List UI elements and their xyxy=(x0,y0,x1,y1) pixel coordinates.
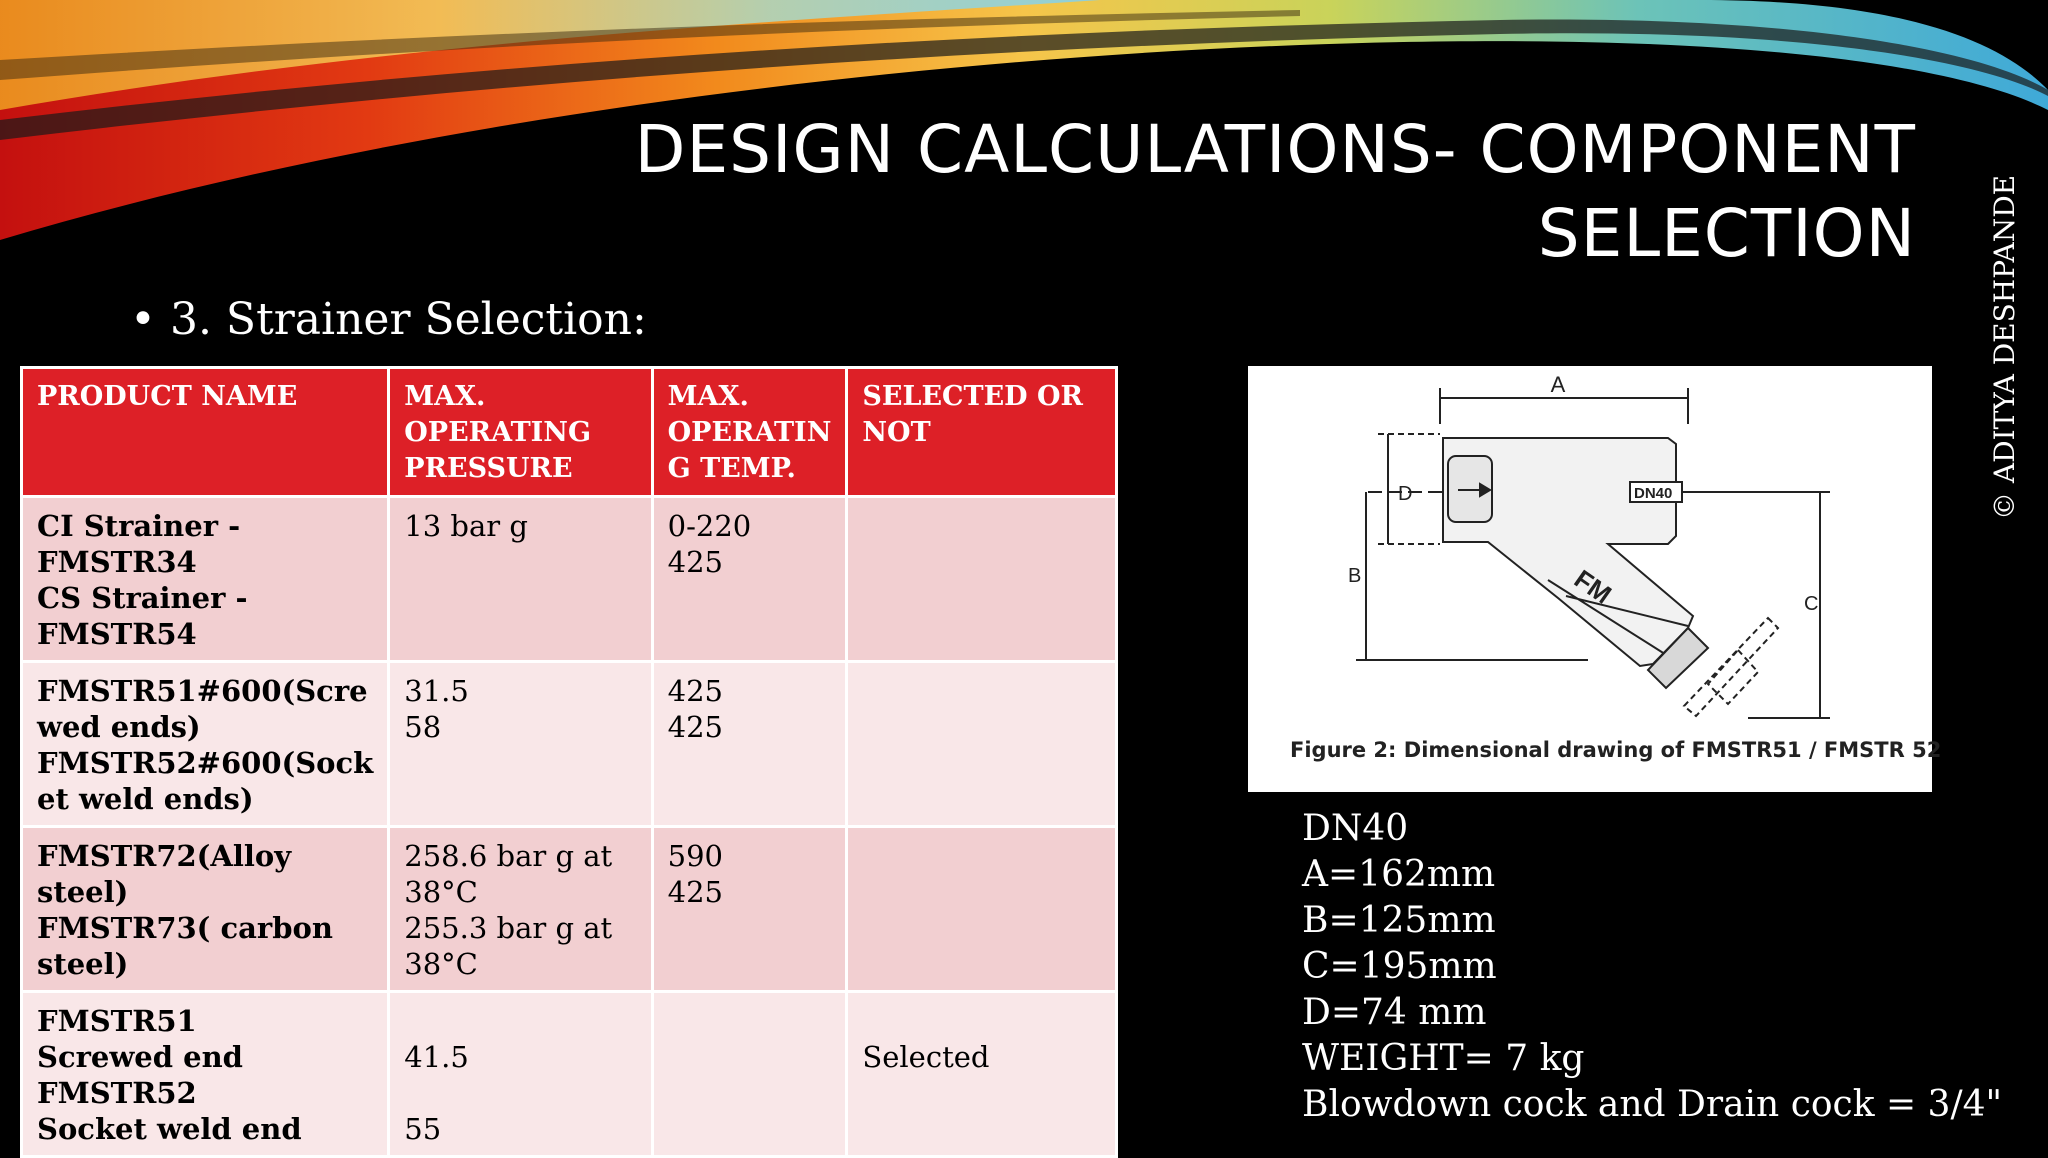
cell-pressure xyxy=(389,827,652,992)
dimension-item: Blowdown cock and Drain cock = 3/4" xyxy=(1302,1084,2003,1125)
label-d: D xyxy=(1398,483,1413,505)
slide-title-line: SELECTION xyxy=(1537,195,1916,272)
cell-product-name xyxy=(22,992,389,1157)
bullet-item xyxy=(130,294,647,345)
cell-line: CS Strainer - xyxy=(37,581,248,615)
cell-line: wed ends) xyxy=(37,710,201,744)
cell-line: Screwed end xyxy=(37,1040,243,1074)
dimension-item: B=125mm xyxy=(1302,900,1496,941)
label-dn40: DN40 xyxy=(1634,485,1673,502)
figure-caption: Figure 2: Dimensional drawing of FMSTR51 / FMSTR 52 xyxy=(1290,738,1942,762)
cell-line: CI Strainer - xyxy=(37,509,241,543)
cell-line: FMSTR72(Alloy xyxy=(37,839,292,873)
table-row xyxy=(22,992,1117,1157)
cell-line: steel) xyxy=(37,875,129,909)
header-max-temp xyxy=(652,368,847,497)
dimension-item: D=74 mm xyxy=(1302,992,1487,1033)
cell-line: 425 xyxy=(667,674,724,708)
table-row xyxy=(22,827,1117,992)
cell-line xyxy=(862,1003,1101,1039)
cell-selected xyxy=(847,992,1117,1157)
header-line: PRESSURE xyxy=(404,453,573,484)
bullet-dot-icon: • xyxy=(130,294,156,345)
header-line: PRODUCT NAME xyxy=(37,381,298,412)
header-line: SELECTED OR NOT xyxy=(862,381,1093,448)
slide-title xyxy=(466,108,1916,276)
dimension-item: DN40 xyxy=(1302,808,1409,849)
cell-line: FMSTR51 xyxy=(37,1004,197,1038)
header-line: MAX. xyxy=(667,381,749,412)
cell-line: et weld ends) xyxy=(37,782,254,816)
cell-line: FMSTR52#600(Sock xyxy=(37,746,374,780)
dimensional-drawing xyxy=(1248,366,1942,792)
header-line: G TEMP. xyxy=(667,453,796,484)
cell-product-name xyxy=(22,497,389,662)
cell-selected xyxy=(847,497,1117,662)
bullet-text: 3. Strainer Selection: xyxy=(169,294,647,345)
label-b: B xyxy=(1348,565,1362,587)
cell-temp xyxy=(652,662,847,827)
cell-line xyxy=(404,1075,636,1111)
cell-line: 31.5 xyxy=(404,674,469,708)
cell-temp xyxy=(652,497,847,662)
header-line: MAX. OPERATING xyxy=(404,381,592,448)
cell-selected xyxy=(847,662,1117,827)
cell-line: FMSTR52 xyxy=(37,1076,197,1110)
cell-line: FMSTR54 xyxy=(37,617,197,651)
cell-line: 258.6 bar g at 38°C xyxy=(404,839,622,909)
header-product-name xyxy=(22,368,389,497)
fm-logo: FM xyxy=(1568,563,1617,610)
cell-line: FMSTR73( carbon xyxy=(37,911,333,945)
label-c: C xyxy=(1804,593,1819,615)
dimension-item: C=195mm xyxy=(1302,946,1497,987)
cell-product-name xyxy=(22,827,389,992)
cell-pressure xyxy=(389,662,652,827)
cell-pressure xyxy=(389,992,652,1157)
cell-line xyxy=(404,1003,636,1039)
cell-line: 590 xyxy=(667,839,724,873)
cell-line: FMSTR34 xyxy=(37,545,197,579)
cell-temp xyxy=(652,827,847,992)
cell-line: 55 xyxy=(404,1112,442,1146)
table-header-row xyxy=(22,368,1117,497)
header-line: OPERATIN xyxy=(667,417,832,448)
cell-line: 58 xyxy=(404,710,442,744)
cell-line: 41.5 xyxy=(404,1040,469,1074)
table-row xyxy=(22,662,1117,827)
header-selected xyxy=(847,368,1117,497)
cell-line: 255.3 bar g at 38°C xyxy=(404,911,622,981)
strainer-table xyxy=(20,366,1118,1158)
cell-selected xyxy=(847,827,1117,992)
dimension-list xyxy=(1302,806,2002,1128)
cell-product-name xyxy=(22,662,389,827)
dimension-item: WEIGHT= 7 kg xyxy=(1302,1038,1585,1079)
cell-line: Socket weld end xyxy=(37,1112,302,1146)
table-row xyxy=(22,497,1117,662)
cell-line: 425 xyxy=(667,545,724,579)
strainer-drawing-icon xyxy=(1248,366,1932,792)
cell-line: 0-220 xyxy=(667,509,752,543)
cell-line: 425 xyxy=(667,710,724,744)
cell-line: Selected xyxy=(862,1040,990,1074)
cell-pressure xyxy=(389,497,652,662)
cell-line: FMSTR51#600(Scre xyxy=(37,674,368,708)
dimension-item: A=162mm xyxy=(1302,854,1496,895)
slide-title-line: DESIGN CALCULATIONS- COMPONENT xyxy=(634,111,1916,188)
cell-line: steel) xyxy=(37,947,129,981)
copyright-text: © ADITYA DESHPANDE xyxy=(1988,174,2021,520)
cell-temp xyxy=(652,992,847,1157)
header-max-pressure xyxy=(389,368,652,497)
cell-line: 425 xyxy=(667,875,724,909)
label-a: A xyxy=(1550,372,1566,397)
cell-line: 13 bar g xyxy=(404,509,528,543)
